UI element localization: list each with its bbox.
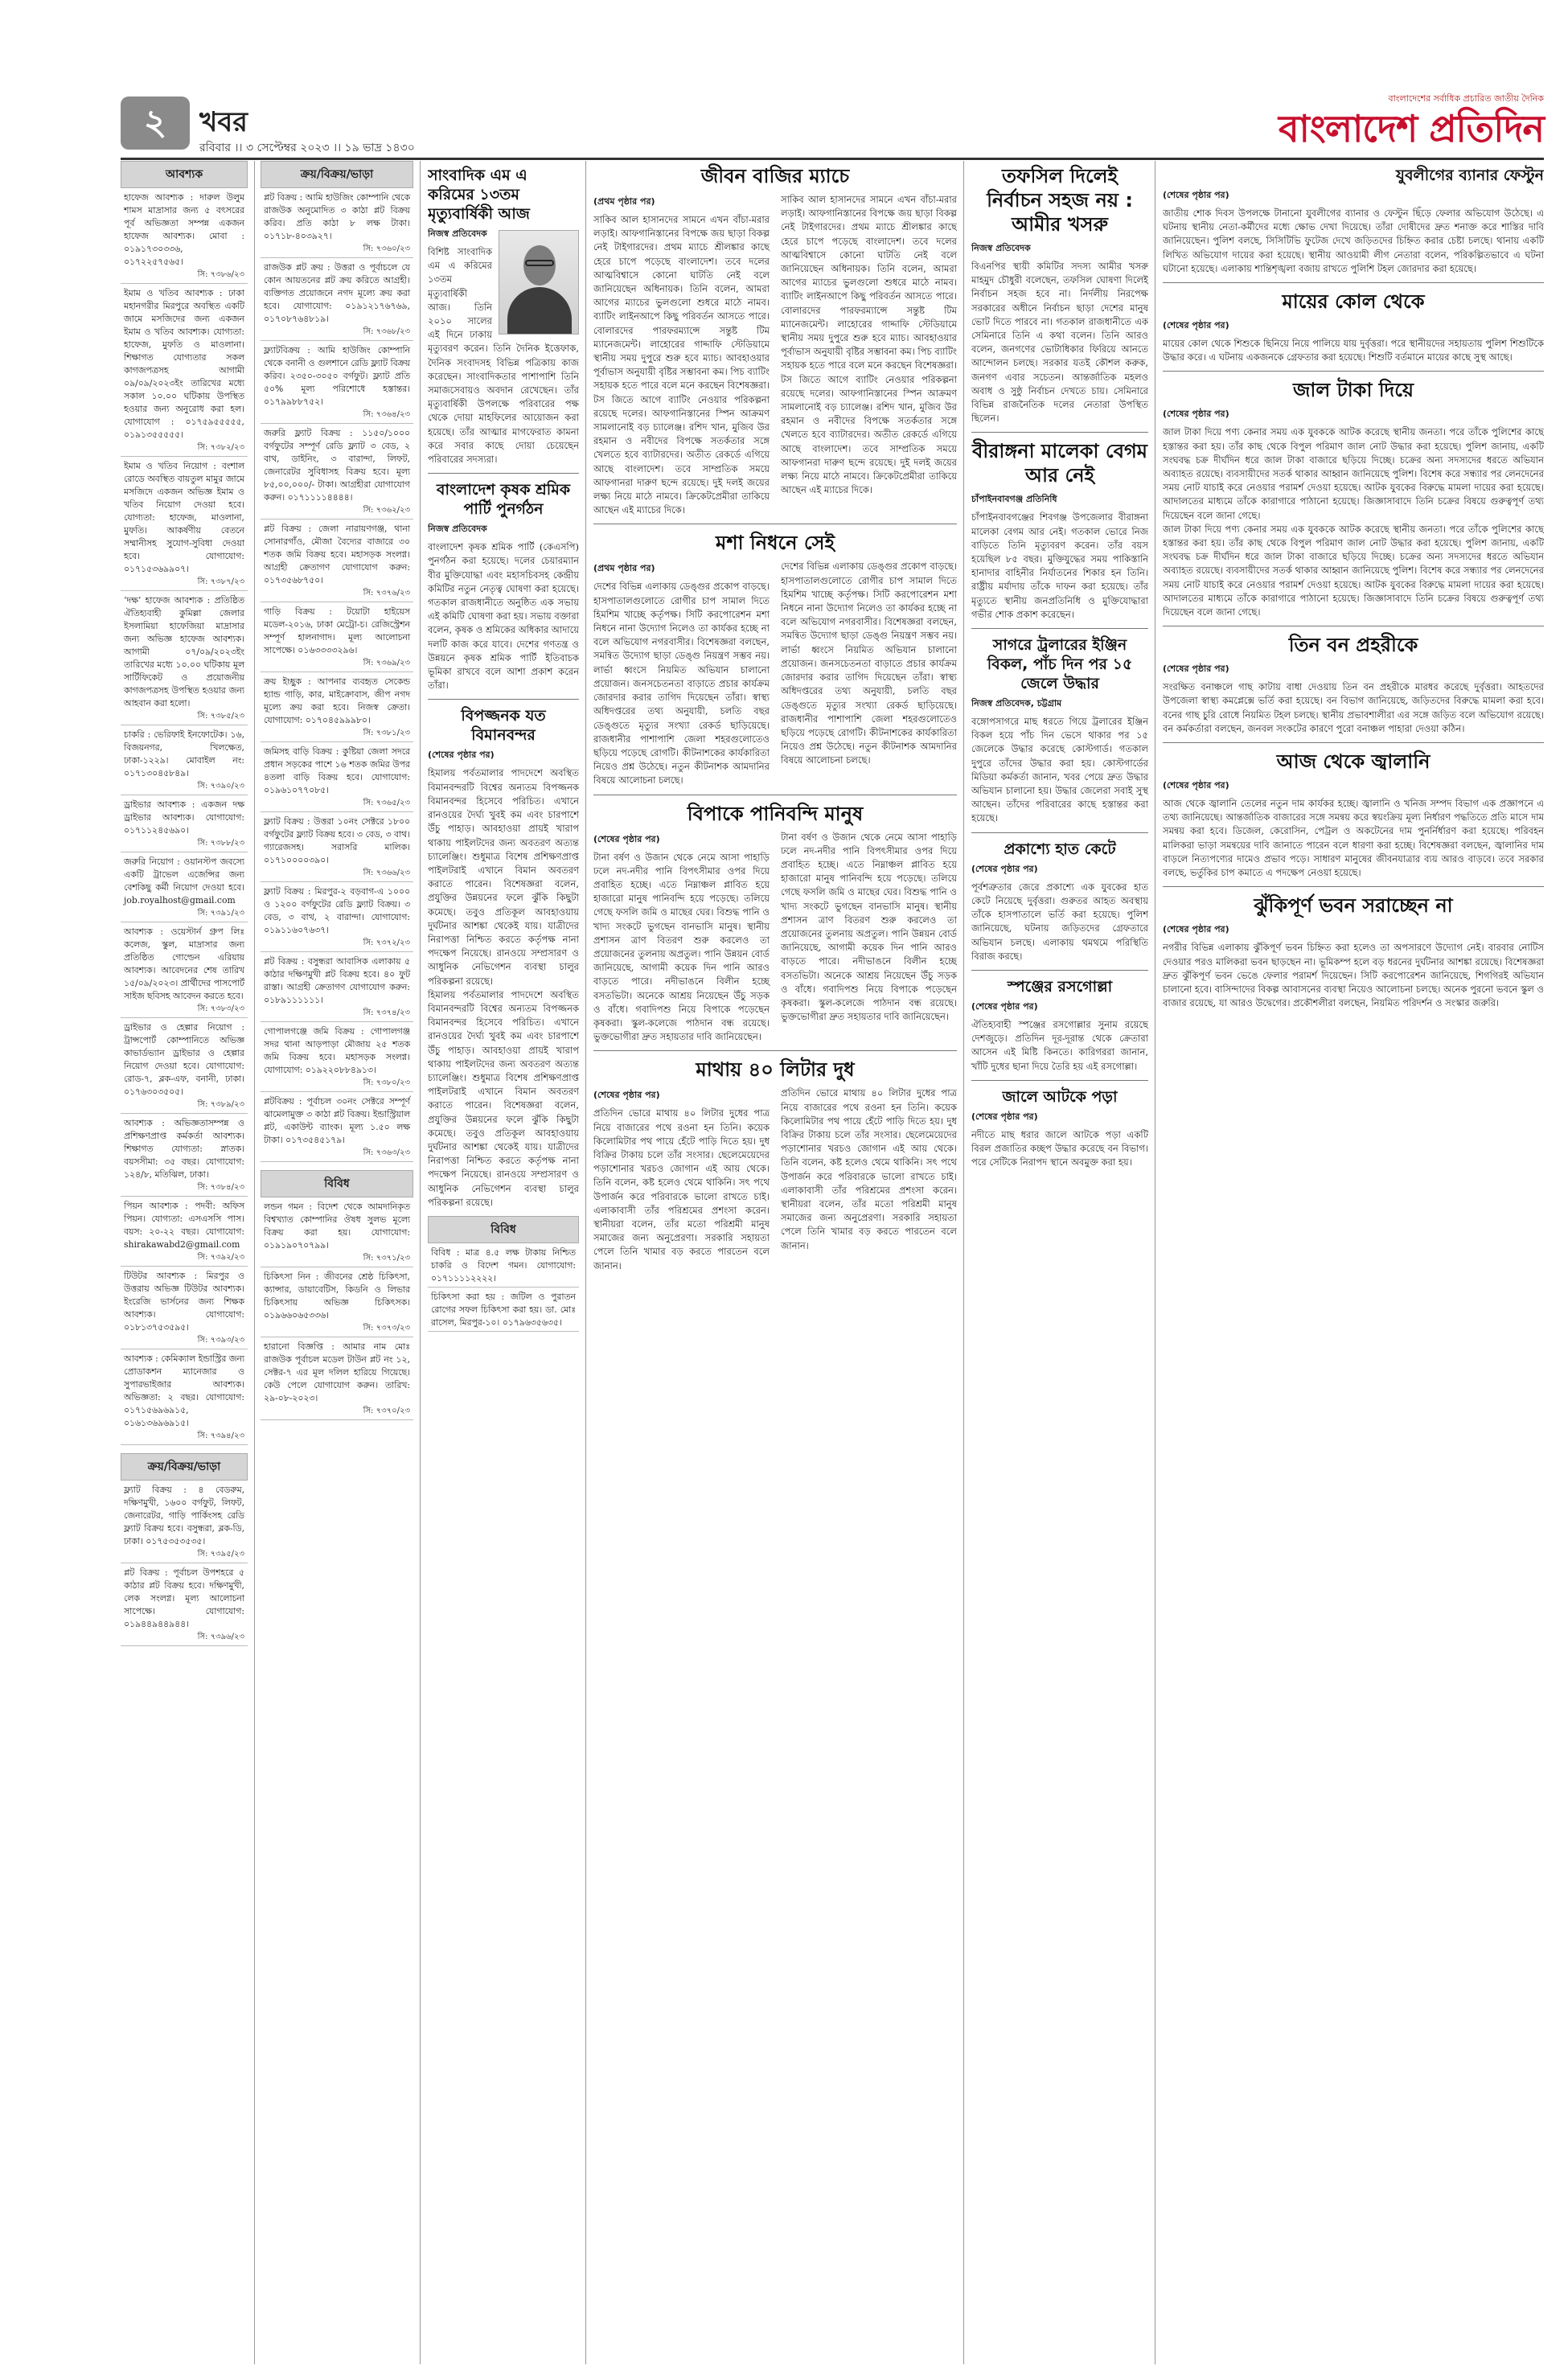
classified-ad: ফ্ল্যাট বিক্রয় : ৪ বেডরুম, দক্ষিণমুখী, ১৬০০ বর্গফুট, লিফট, জেনারেটর, গাড়ি পার্কিংসহ রেডি ফ্ল্যাট বিক্রয় হবে। বসুন্ধরা, ব্লক-ডি, ঢাকা। ০১৭৫৩৫৩৫৩৫। সি: ৭৩৯৫/২৩ [121,1481,248,1563]
divider [971,832,1148,833]
divider [428,699,579,700]
headline: তফসিল দিলেই নির্বাচন সহজ নয় : আমীর খসরু [987,165,1133,236]
article-body: ঐতিহ্যবাহী স্পঞ্জের রসগোল্লার সুনাম রয়েছে দেশজুড়ে। প্রতিদিন দূর-দূরান্ত থেকে ক্রেতারা আসেন এই মিষ্টি কিনতে। কারিগররা জানান, খাঁটি দুধের ছানা দিয়ে তৈরি হয় এই রসগোল্লা। [971,1018,1148,1072]
headline: বিপজ্জনক যত বিমানবন্দর [461,707,546,745]
article-body: জাল টাকা দিয়ে পণ্য কেনার সময় এক যুবককে আটক করেছে স্থানীয় জনতা। পরে তাঁকে পুলিশের কাছে হস্তান্তর করা হয়। তাঁর কাছ থেকে বিপুল পরিমাণ জাল নোট উদ্ধার করা হয়েছে। পুলিশ জানায়, একটি সংঘবদ্ধ চক্র দীর্ঘদিন ধরে জাল টাকা বাজারে ছড়িয়ে দিচ্ছে। চক্রের অন্য সদস্যদের ধরতে অভিযান অব্যাহত রয়েছে। ব্যবসায়ীদের সতর্ক থাকার আহ্বান জানিয়েছে পুলিশ। বিশেষ করে সন্ধ্যার পর লেনদেনের সময় নোট যাচাই করে নেওয়ার পরামর্শ দেওয়া হয়েছে। আটক যুবকের বিরুদ্ধে মামলা দায়ের করা হয়েছে। আদালতের মাধ্যমে তাঁকে কারাগারে পাঠানো হয়েছে। জিজ্ঞাসাবাদে তিনি চক্রের বিষয়ে গুরুত্বপূর্ণ তথ্য দিয়েছেন বলে জানা গেছে। [1163,426,1544,521]
byline: নিজস্ব প্রতিবেদক [971,243,1031,253]
classified-ad: রাজউক প্লট ক্রয় : উত্তরা ও পূর্বাচলে যে কোন আয়তনের প্লট ক্রয় করিতে আগ্রহী। ব্যক্তিগত প্রয়োজনে নগদ মূল্যে ক্রয় করা হবে। যোগাযোগ: ০১৯১২১৭৬৭৬৯, ০১৭০৮৭৬৪৮১৯। সি: ৭৩৬৮/২৩ [261,258,413,341]
article-body: মায়ের কোল থেকে শিশুকে ছিনিয়ে নিয়ে পালিয়ে যায় দুর্বৃত্তরা। পরে স্থানীয়দের সহায়তায় পুলিশ শিশুটিকে উদ্ধার করে। এ ঘটনায় একজনকে গ্রেফতার করা হয়েছে। শিশুটি বর্তমানে মায়ের কাছে সুস্থ আছে। [1163,338,1544,363]
article-body: বিশিষ্ট সাংবাদিক এম এ করিমের ১৩তম মৃত্যুবার্ষিকী আজ। তিনি ২০১০ সালের এই দিনে ঢাকায় মৃত্যুবরণ করেন। তিনি দৈনিক ইত্তেফাক, দৈনিক সংবাদসহ বিভিন্ন পত্রিকায় কাজ করেছেন। সাংবাদিকতার পাশাপাশি তিনি সমাজসেবায়ও অবদান রেখেছেন। তাঁর মৃত্যুবার্ষিকী উপলক্ষে পরিবারের পক্ষ থেকে দোয়া মাহফিলের আয়োজন করা হয়েছে। তাঁর আত্মার মাগফেরাত কামনা করে সবার কাছে দোয়া চেয়েছেন পরিবারের সদস্যরা। [428,246,579,466]
column-divider [963,161,964,2364]
article-body: প্রতিদিন ভোরে মাথায় ৪০ লিটার দুধের পাত্র নিয়ে বাজারের পথে রওনা হন তিনি। কয়েক কিলোমিটার পথ পায়ে হেঁটে পাড়ি দিতে হয়। দুধ বিক্রির টাকায় চলে তাঁর সংসার। ছেলেমেয়েদের পড়াশোনার খরচও জোগান এই আয় থেকে। তিনি বলেন, কষ্ট হলেও থেমে থাকিনি। সৎ পথে উপার্জন করে পরিবারকে ভালো রাখতে চাই। এলাকাবাসী তাঁর পরিশ্রমের প্রশংসা করেন। স্থানীয়রা বলেন, তাঁর মতো পরিশ্রমী মানুষ সমাজের জন্য অনুপ্রেরণা। সরকারি সহায়তা পেলে তিনি খামার বড় করতে পারতেন বলে জানান। [781,1087,957,1251]
page-header [121,93,1544,159]
divider [971,1080,1148,1081]
classified-ad: ফ্ল্যাটবিক্রয় : আমি হাউজিং কোম্পানি থেকে বনানী ও গুলশানে রেডি ফ্ল্যাট বিক্রয় করিব। ২৩৫০-৩০৫০ বর্গফুট। ফ্ল্যাট প্রতি ৫০% মূল্য পরিশোধে হস্তান্তর। ০১৭৯৯৮৮৭৫২। সি: ৭৩৬৪/২৩ [261,341,413,424]
article-body: টানা বর্ষণ ও উজান থেকে নেমে আসা পাহাড়ি ঢলে নদ-নদীর পানি বিপৎসীমার ওপর দিয়ে প্রবাহিত হচ্ছে। এতে নিম্নাঞ্চল প্লাবিত হয়ে হাজারো মানুষ পানিবন্দি হয়ে পড়েছে। তলিয়ে গেছে ফসলি জমি ও মাছের ঘের। বিশুদ্ধ পানি ও খাদ্য সংকটে ভুগছেন বানভাসি মানুষ। স্থানীয় প্রশাসন ত্রাণ বিতরণ শুরু করলেও তা প্রয়োজনের তুলনায় অপ্রতুল। পানি উন্নয়ন বোর্ড জানিয়েছে, আগামী কয়েক দিন পানি আরও বাড়তে পারে। নদীভাঙনে বিলীন হচ্ছে বসতভিটা। অনেকে আশ্রয় নিয়েছেন উঁচু সড়ক ও বাঁধে। গবাদিপশু নিয়ে বিপাকে পড়েছেন কৃষকরা। স্কুল-কলেজে পাঠদান বন্ধ রয়েছে। ভুক্তভোগীরা দ্রুত সহায়তার দাবি জানিয়েছেন। [593,851,770,1043]
byline: (শেষের পৃষ্ঠার পর) [593,1090,660,1101]
headline: তিন বন প্রহরীকে [1288,634,1418,657]
byline: (প্রথম পৃষ্ঠার পর) [593,196,655,207]
classified-ad: গাড়ি বিক্রয় : টয়োটা হাইয়েস মডেল-২০১৬, ঢাকা মেট্রো-চ। রেজিস্ট্রেশন সম্পূর্ণ হালনাগাদ। মূল্য আলোচনা সাপেক্ষে। ০১৬৩৩৩৩২৯৬। সি: ৭৩৬৯/২৩ [261,602,413,672]
divider [1163,742,1544,743]
classified-ad: ড্রাইভার ও হেল্পার নিয়োগ : ট্রান্সপোর্ট কোম্পানিতে অভিজ্ঞ কাভার্ডভ্যান ড্রাইভার ও হেল্পার নিয়োগ দেওয়া হবে। যোগাযোগ: রোড-৭, ব্লক-এফ, বনানী, ঢাকা। ০১৭৬৩০৩৫০৫। সি: ৭৩৮৯/২৩ [121,1018,248,1114]
classified-ad: জরুরি ফ্ল্যাট বিক্রয় : ১১৫০/১০০০ বর্গফুটের সম্পূর্ণ রেডি ফ্ল্যাট ৩ বেড, ২ বাথ, ডাইনিং, ৩ বারান্দা, লিফট, জেনারেটর সুবিধাসহ বিক্রয় হবে। মূল্য ৮৫,০০,০০০/- টাকা। আগ্রহীরা যোগাযোগ করুন। ০১৭১১১১৪৪৪৪। সি: ৭৩৬২/২৩ [261,424,413,520]
headline: মশা নিধনে সেই [716,532,835,555]
byline: (শেষের পৃষ্ঠার পর) [1163,663,1229,675]
article-body: দেশের বিভিন্ন এলাকায় ডেঙ্গুর প্রকোপ বাড়ছে। হাসপাতালগুলোতে রোগীর চাপ সামাল দিতে হিমশিম খাচ্ছে কর্তৃপক্ষ। সিটি করপোরেশন মশা নিধনে নানা উদ্যোগ নিলেও তা কার্যকর হচ্ছে না বলে অভিযোগ নগরবাসীর। বিশেষজ্ঞরা বলছেন, সমন্বিত উদ্যোগ ছাড়া ডেঙ্গু নিয়ন্ত্রণ সম্ভব নয়। লার্ভা ধ্বংসে নিয়মিত অভিযান চালানো প্রয়োজন। জনসচেতনতা বাড়াতে প্রচার কার্যক্রম জোরদার করার তাগিদ দিয়েছেন তাঁরা। স্বাস্থ্য অধিদপ্তরের তথ্য অনুযায়ী, চলতি বছর ডেঙ্গুতে মৃত্যুর সংখ্যা রেকর্ড ছাড়িয়েছে। রাজধানীর পাশাপাশি জেলা শহরগুলোতেও ছড়িয়ে পড়েছে রোগটি। কীটনাশকের কার্যকারিতা নিয়েও প্রশ্ন উঠেছে। নতুন কীটনাশক আমদানির বিষয়ে আলোচনা চলছে। [593,581,770,787]
classified-ad: জরুরি নিয়োগ : ওয়ানস্টপ জবস্যে একটি ট্রাভেল এজেন্সির জন্য বেশকিছু কর্মী নিয়োগ দেওয়া হবে। job.royalhost@gmail.com সি: ৭৩৯১/২৩ [121,852,248,922]
article-body: বঙ্গোপসাগরে মাছ ধরতে গিয়ে ট্রলারের ইঞ্জিন বিকল হয়ে পাঁচ দিন ভেসে থাকার পর ১৫ জেলেকে উদ্ধার করেছে কোস্টগার্ড। গতকাল দুপুরে তাঁদের উদ্ধার করা হয়। কোস্টগার্ডের মিডিয়া কর্মকর্তা জানান, খবর পেয়ে দ্রুত উদ্ধার অভিযান চালানো হয়। উদ্ধার জেলেরা সবাই সুস্থ আছেন। তাঁদের পরিবারের কাছে হস্তান্তর করা হয়েছে। [971,716,1148,824]
masthead [1206,92,1544,159]
classified-ad: টিউটর আবশ্যক : মিরপুর ও উত্তরায় অভিজ্ঞ টিউটর আবশ্যক। ইংরেজি ভার্সনের জন্য শিক্ষক আবশ্যক। যোগাযোগ: ০১৮১৩৭৫৩৫৯৫। সি: ৭৩৯৩/২৩ [121,1267,248,1349]
classified-ad: চাকরি : ভেরিফাই ইনফোটেক। ১৬, বিজয়নগর, খিলক্ষেত, ঢাকা-১২২৯। মোবাইল নং: ০১৭১৩০৪৫৮৪৯। সি: ৭৩৯০/২৩ [121,725,248,795]
article-body: চাঁপাইনবাবগঞ্জের শিবগঞ্জ উপজেলার বীরাঙ্গনা মালেকা বেগম আর নেই। গতকাল ভোরে নিজ বাড়িতে তিনি মৃত্যুবরণ করেন। তাঁর বয়স হয়েছিল ৮৫ বছর। মুক্তিযুদ্ধের সময় পাকিস্তানি হানাদার বাহিনীর নির্যাতনের শিকার হন তিনি। রাষ্ট্রীয় মর্যাদায় তাঁকে দাফন করা হয়েছে। তাঁর মৃত্যুতে স্থানীয় জনপ্রতিনিধি ও মুক্তিযোদ্ধারা গভীর শোক প্রকাশ করেছেন। [971,511,1148,620]
column-divider [254,161,255,2364]
article-body: বাংলাদেশ কৃষক শ্রমিক পার্টি (কেএসপি) পুনর্গঠন করা হয়েছে। দলের চেয়ারম্যান বীর মুক্তিযোদ্ধা এবং মহাসচিবসহ কেন্দ্রীয় কমিটির নতুন নেতৃত্ব ঘোষণা করা হয়েছে। গতকাল রাজধানীতে অনুষ্ঠিত এক সভায় এই কমিটি ঘোষণা করা হয়। সভায় বক্তারা বলেন, কৃষক ও শ্রমিকের অধিকার আদায়ে দলটি কাজ করে যাবে। দেশের গণতন্ত্র ও উন্নয়নে কৃষক শ্রমিক পার্টি ইতিবাচক ভূমিকা রাখবে বলে আশা প্রকাশ করেন তাঁরা। [428,541,579,692]
article-body: হিমালয় পর্বতমালার পাদদেশে অবস্থিত বিমানবন্দরটি বিশ্বের অন্যতম বিপজ্জনক বিমানবন্দর হিসেবে পরিচিত। এখানে রানওয়ের দৈর্ঘ্য খুবই কম এবং চারপাশে উঁচু পাহাড়। আবহাওয়া প্রায়ই খারাপ থাকায় পাইলটদের জন্য অবতরণ অত্যন্ত চ্যালেঞ্জিং। শুধুমাত্র বিশেষ প্রশিক্ষণপ্রাপ্ত পাইলটরাই এখানে বিমান অবতরণ করাতে পারেন। বিশেষজ্ঞরা বলেন, প্রযুক্তির উন্নয়নের ফলে ঝুঁকি কিছুটা কমেছে। তবুও প্রতিকূল আবহাওয়ায় দুর্ঘটনার আশঙ্কা থেকেই যায়। যাত্রীদের নিরাপত্তা নিশ্চিত করতে কর্তৃপক্ষ নানা পদক্ষেপ নিয়েছে। রানওয়ে সম্প্রসারণ ও আধুনিক নেভিগেশন ব্যবস্থা চালুর পরিকল্পনা রয়েছে। [428,767,579,987]
headline: জালে আটকে পড়া [1002,1087,1118,1106]
article-body: দেশের বিভিন্ন এলাকায় ডেঙ্গুর প্রকোপ বাড়ছে। হাসপাতালগুলোতে রোগীর চাপ সামাল দিতে হিমশিম খাচ্ছে কর্তৃপক্ষ। সিটি করপোরেশন মশা নিধনে নানা উদ্যোগ নিলেও তা কার্যকর হচ্ছে না বলে অভিযোগ নগরবাসীর। বিশেষজ্ঞরা বলছেন, সমন্বিত উদ্যোগ ছাড়া ডেঙ্গু নিয়ন্ত্রণ সম্ভব নয়। লার্ভা ধ্বংসে নিয়মিত অভিযান চালানো প্রয়োজন। জনসচেতনতা বাড়াতে প্রচার কার্যক্রম জোরদার করার তাগিদ দিয়েছেন তাঁরা। স্বাস্থ্য অধিদপ্তরের তথ্য অনুযায়ী, চলতি বছর ডেঙ্গুতে মৃত্যুর সংখ্যা রেকর্ড ছাড়িয়েছে। রাজধানীর পাশাপাশি জেলা শহরগুলোতেও ছড়িয়ে পড়েছে রোগটি। কীটনাশকের কার্যকারিতা নিয়েও প্রশ্ন উঠেছে। নতুন কীটনাশক আমদানির বিষয়ে আলোচনা চলছে। [781,561,957,766]
divider [1163,886,1544,887]
classified-ad: পিয়ন আবশ্যক : পদবী: অফিস পিয়ন। যোগ্যতা: এসএসসি পাস। বয়স: ২০-২২ বছর। যোগাযোগ: shirakawabd2@gmail.com সি: ৭৩৯২/২৩ [121,1197,248,1267]
classified-ad: গোপালগঞ্জে জমি বিক্রয় : গোপালগঞ্জ সদর থানা আড়পাড়া মৌজায় ২৫ শতক জমি বিক্রয় হবে। মহাসড়ক সংলগ্ন। যোগাযোগ: ০১৯২২০৮৮৪৯১৩। সি: ৭৩৮০/২৩ [261,1022,413,1092]
classified-ad: আবশ্যক : কেমিক্যাল ইন্ডাস্ট্রির জন্য প্রোডাকশন ম্যানেজার ও সুপারভাইজার আবশ্যক। অভিজ্ঞতা: ২ বছর। যোগাযোগ: ০১৭১৫৬৯৬৯১৫, ০১৬১৩৬৯৬৯১৫। সি: ৭৩৯৪/২৩ [121,1349,248,1445]
headline: আজ থেকে জ্বালানি [1276,750,1430,774]
page-number-badge: ২ [121,97,190,150]
article-body: জাল টাকা দিয়ে পণ্য কেনার সময় এক যুবককে আটক করেছে স্থানীয় জনতা। পরে তাঁকে পুলিশের কাছে হস্তান্তর করা হয়। তাঁর কাছ থেকে বিপুল পরিমাণ জাল নোট উদ্ধার করা হয়েছে। পুলিশ জানায়, একটি সংঘবদ্ধ চক্র দীর্ঘদিন ধরে জাল টাকা বাজারে ছড়িয়ে দিচ্ছে। চক্রের অন্য সদস্যদের ধরতে অভিযান অব্যাহত রয়েছে। ব্যবসায়ীদের সতর্ক থাকার আহ্বান জানিয়েছে পুলিশ। বিশেষ করে সন্ধ্যার পর লেনদেনের সময় নোট যাচাই করে নেওয়ার পরামর্শ দেওয়া হয়েছে। আটক যুবকের বিরুদ্ধে মামলা দায়ের করা হয়েছে। আদালতের মাধ্যমে তাঁকে কারাগারে পাঠানো হয়েছে। জিজ্ঞাসাবাদে তিনি চক্রের বিষয়ে গুরুত্বপূর্ণ তথ্য দিয়েছেন বলে জানা গেছে। [1163,523,1544,618]
section-name: খবর [199,106,248,138]
article-body: সংরক্ষিত বনাঞ্চলে গাছ কাটায় বাধা দেওয়ায় তিন বন প্রহরীকে মারধর করেছে দুর্বৃত্তরা। আহতদের উপজেলা স্বাস্থ্য কমপ্লেক্সে ভর্তি করা হয়েছে। বন বিভাগ জানিয়েছে, জড়িতদের বিরুদ্ধে মামলা করা হবে। বনের গাছ চুরি রোধে নিয়মিত টহল চলছে। স্থানীয় প্রভাবশালীরা এর সঙ্গে জড়িত বলে অভিযোগ রয়েছে। বন কর্মকর্তারা বলছেন, জনবল সংকটের কারণে পুরো বনাঞ্চল পাহারা দেওয়া কঠিন। [1163,681,1544,734]
headline: জাল টাকা দিয়ে [1292,379,1414,402]
column-divider [420,161,421,2364]
classified-ad: জমিসহ বাড়ি বিক্রয় : কুষ্টিয়া জেলা সদরে প্রধান সড়কের পাশে ১৬ শতক জমির উপর ৪তলা বাড়ি বিক্রয় হবে। যোগাযোগ: ০১৯৬১০৭৭০৮৫। সি: ৭৩৬৫/২৩ [261,742,413,812]
byline: (শেষের পৃষ্ঠার পর) [428,750,495,761]
news-column-3 [428,161,579,2364]
byline: (শেষের পৃষ্ঠার পর) [971,1000,1038,1012]
divider [1163,371,1544,372]
masthead-title: বাংলাদেশ প্রতিদিন [1278,107,1544,150]
byline: চাঁপাইনবাবগঞ্জ প্রতিনিধি [971,494,1057,505]
classified-ad: প্লট বিক্রয় : জেলা নারায়ণগঞ্জ, থানা সোনারগাঁও, মৌজা বৈদ্যের বাজারে ৩০ শতক জমি বিক্রয় হবে। মহাসড়ক সংলগ্ন। আগ্রহী ক্রেতাগণ যোগাযোগ করুন: ০১৭৩৫৬৮৭৫০। সি: ৭৩৭৬/২৩ [261,520,413,602]
article-body: নদীতে মাছ ধরার জালে আটকে পড়া একটি বিরল প্রজাতির কচ্ছপ উদ্ধার করেছে বন বিভাগ। পরে সেটিকে নিরাপদ স্থানে অবমুক্ত করা হয়। [971,1128,1148,1169]
classified-ad: প্লট বিক্রয় : বসুন্ধরা আবাসিক এলাকায় ৫ কাঠার দক্ষিণমুখী প্লট বিক্রয় হবে। ৪০ ফুট রাস্তা। আগ্রহী ক্রেতাগণ যোগাযোগ করুন: ০১৮৯১১১১১১। সি: ৭৩৭৪/২৩ [261,952,413,1022]
classified-list [121,188,248,1445]
classified-ad: আবশ্যক : অভিজ্ঞতাসম্পন্ন ও প্রশিক্ষণপ্রাপ্ত কর্মকর্তা আবশ্যক। শিক্ষাগত যোগ্যতা: স্নাতক। বয়সসীমা: ৩৫ বছর। যোগাযোগ: ১২৪/৮, মতিঝিল, ঢাকা। সি: ৭৩৮৪/২৩ [121,1114,248,1197]
headline: সাগরে ট্রলারের ইঞ্জিন বিকল, পাঁচ দিন পর ১৫ জেলে উদ্ধার [987,636,1133,693]
classified-ad: ক্রয় ইচ্ছুক : আপনার ব্যবহৃত সেকেন্ড হ্যান্ড গাড়ি, কার, মাইক্রোবাস, জীপ নগদ মূল্যে ক্রয় করা হবে। নিজস্ব ক্রেতা। যোগাযোগ: ০১৭০৪৫৯৯৯৮০। সি: ৭৩৮১/২৩ [261,672,413,742]
article-columns [593,831,957,1045]
byline: (শেষের পৃষ্ঠার পর) [593,833,660,844]
classified-column-2 [261,161,413,2364]
divider [593,1050,957,1051]
headline: ঝুঁকিপূর্ণ ভবন সরাচ্ছেন না [1254,894,1453,918]
header-rule [121,158,1544,160]
date-line: রবিবার ।। ৩ সেপ্টেম্বর ২০২৩ ।। ১৯ ভাদ্র ১৪৩০ [199,142,415,154]
article-body: আজ থেকে জ্বালানি তেলের নতুন দাম কার্যকর হচ্ছে। জ্বালানি ও খনিজ সম্পদ বিভাগ এক প্রজ্ঞাপনে এ তথ্য জানিয়েছে। আন্তর্জাতিক বাজারের সঙ্গে সমন্বয় করে স্বয়ংক্রিয় মূল্য নির্ধারণ পদ্ধতিতে প্রতি মাসে দাম সমন্বয় করা হবে। ডিজেল, কেরোসিন, পেট্রল ও অকটেনের দাম পুনর্নির্ধারণ করা হয়েছে। পরিবহন মালিকরা ভাড়া সমন্বয়ের দাবি জানাতে পারেন বলে ধারণা করা হচ্ছে। বিশেষজ্ঞরা বলছেন, জ্বালানির দাম বাড়লে নিত্যপণ্যের দামেও প্রভাব পড়ে। সাধারণ মানুষের জীবনযাত্রার ব্যয় আরও বাড়বে। তবে সরকার বলছে, ভর্তুকির চাপ কমাতে এ পদক্ষেপ নেওয়া হয়েছে। [1163,798,1544,879]
article-body: নগরীর বিভিন্ন এলাকায় ঝুঁকিপূর্ণ ভবন চিহ্নিত করা হলেও তা অপসারণে উদ্যোগ নেই। বারবার নোটিস দেওয়ার পরও মালিকরা ভবন ছাড়ছেন না। ভূমিকম্প হলে বড় ধরনের দুর্ঘটনার আশঙ্কা রয়েছে। বিশেষজ্ঞরা দ্রুত ঝুঁকিপূর্ণ ভবন ভেঙে ফেলার পরামর্শ দিয়েছেন। সিটি করপোরেশন জানিয়েছে, শিগগিরই অভিযান চালানো হবে। বাসিন্দাদের বিকল্প আবাসনের ব্যবস্থা নিয়েও আলোচনা চলছে। অনেক পুরনো ভবনে স্কুল ও বাজার রয়েছে, যা আরও উদ্বেগের। প্রকৌশলীরা বলছেন, নিয়মিত পরিদর্শন ও সংস্কার জরুরি। [1163,942,1544,1009]
classified-box-title: বিবিধ [428,1216,579,1243]
byline: (শেষের পৃষ্ঠার পর) [971,863,1038,874]
classified-ad: চিকিৎসা করা হয় : জটিল ও পুরাতন রোগের সফল চিকিৎসা করা হয়। ডা. মোঃ রাসেল, মিরপুর-১০। ০১৭৯৬৩৫৬৩৫। [428,1288,579,1332]
byline: (শেষের পৃষ্ঠার পর) [1163,190,1229,200]
byline: (শেষের পৃষ্ঠার পর) [1163,320,1229,331]
headline: স্পঞ্জের রসগোল্লা [1007,977,1113,996]
article-body: সাকিব আল হাসানদের সামনে এখন বাঁচা-মরার লড়াই। আফগানিস্তানের বিপক্ষে জয় ছাড়া বিকল্প নেই টাইগারদের। প্রথম ম্যাচে শ্রীলঙ্কার কাছে হেরে চাপে পড়েছে বাংলাদেশ। তবে দলের আত্মবিশ্বাসে কোনো ঘাটতি নেই বলে জানিয়েছেন অধিনায়ক। তিনি বলেন, আমরা আগের ম্যাচের ভুলগুলো শুধরে মাঠে নামব। ব্যাটিং লাইনআপে কিছু পরিবর্তন আসতে পারে। বোলারদের পারফরম্যান্সে সন্তুষ্ট টিম ম্যানেজমেন্ট। লাহোরের গাদ্দাফি স্টেডিয়ামে স্থানীয় সময় দুপুরে শুরু হবে ম্যাচ। আবহাওয়ার পূর্বাভাস অনুযায়ী বৃষ্টির সম্ভাবনা কম। পিচ ব্যাটিং সহায়ক হতে পারে বলে মনে করছেন বিশেষজ্ঞরা। টস জিতে আগে ব্যাটিং নেওয়ার পরিকল্পনা রয়েছে দলের। আফগানিস্তানের স্পিন আক্রমণ সামলানোই বড় চ্যালেঞ্জ। রশিদ খান, মুজিব উর রহমান ও নবীদের বিপক্ষে সতর্কতার সঙ্গে খেলতে হবে ব্যাটারদের। অতীত রেকর্ডে এগিয়ে আছে বাংলাদেশ। তবে সাম্প্রতিক সময়ে আফগানরা দারুণ ছন্দে রয়েছে। দুই দলই জয়ের লক্ষ্য নিয়ে মাঠে নামবে। ক্রিকেটপ্রেমীরা তাকিয়ে আছেন এই ম্যাচের দিকে। [593,214,770,516]
byline: (প্রথম পৃষ্ঠার পর) [593,563,655,574]
headline: বীরাঙ্গনা মালেকা বেগম আর নেই [971,440,1147,487]
article-body: পূর্বশত্রুতার জেরে প্রকাশ্যে এক যুবকের হাত কেটে নিয়েছে দুর্বৃত্তরা। গুরুতর আহত অবস্থায় তাঁকে হাসপাতালে ভর্তি করা হয়েছে। পুলিশ জানিয়েছে, ঘটনায় জড়িতদের গ্রেফতারে অভিযান চলছে। এলাকায় থমথমে পরিস্থিতি বিরাজ করছে। [971,881,1148,962]
byline: (শেষের পৃষ্ঠার পর) [1163,924,1229,935]
classified-ad: ইমাম ও খতিব আবশ্যক : ঢাকা মহানগরীর মিরপুরে অবস্থিত একটি জামে মসজিদের জন্য একজন ইমাম ও খতিব আবশ্যক। যোগ্যতা: হাফেজ, মুফতি ও মাওলানা। শিক্ষাগত যোগ্যতার সকল কাগজপত্রসহ আগামী ০৯/০৯/২০২৩ইং তারিখের মধ্যে সকাল ১০.০০ ঘটিকায় উপস্থিত হওয়ার জন্য অনুরোধ করা হল। যোগাযোগ : ০১৭৫৯৫৫৫৫৫, ০১৯১৩৫৫৫৫৫। সি: ৭৩৮২/২৩ [121,284,248,457]
classified-ad: আবশ্যক : ওয়েস্টার্ন গ্রুপ লিঃ কলেজ, স্কুল, মাদ্রাসার জন্য প্রতিষ্ঠিত গোল্ডেন এরিয়ায় আবশ্যক। আবেদনের শেষ তারিখ ১৫/০৯/২০২৩। প্রার্থীদের পাসপোর্ট সাইজ ছবিসহ আবেদন করতে হবে। সি: ৭৩৮৩/২৩ [121,922,248,1018]
article-body: বিএনপির স্থায়ী কমিটির সদস্য আমীর খসরু মাহমুদ চৌধুরী বলেছেন, তফসিল ঘোষণা দিলেই নির্বাচন সহজ হবে না। নির্দলীয় নিরপেক্ষ সরকারের অধীনে নির্বাচন ছাড়া দেশের মানুষ ভোট দিতে পারবে না। গতকাল রাজধানীতে এক সেমিনারে তিনি এ কথা বলেন। তিনি আরও বলেন, জনগণের ভোটাধিকার ফিরিয়ে আনতে আন্দোলন চলছে। সরকার যতই কৌশল করুক, জনগণ এবার সচেতন। আন্তর্জাতিক মহলও অবাধ ও সুষ্ঠু নির্বাচন দেখতে চায়। সেমিনারে বিভিন্ন রাজনৈতিক দলের নেতারা উপস্থিত ছিলেন। [971,261,1148,425]
headline: মায়ের কোল থেকে [1282,290,1425,314]
headline: যুবলীগের ব্যানার ফেস্টুন [1396,166,1544,184]
portrait-photo [499,230,579,335]
news-column-5 [971,161,1148,2364]
news-column-6 [1163,161,1544,2364]
classified-ad: ‘দক্ষ’ হাফেজ আবশ্যক : প্রতিষ্ঠিত ঐতিহ্যবাহী কুমিল্লা জেলার ইসলামিয়া হাফেজিয়া মাদ্রাসার জন্য অভিজ্ঞ হাফেজ আবশ্যক। আগামী ০৭/০৯/২০২৩ইং তারিখের মধ্যে ১০.০০ ঘটিকায় মূল সার্টিফিকেট ও প্রয়োজনীয় কাগজপত্রসহ উপস্থিত হওয়ার জন্য আহবান করা হলো। সি: ৭৩৮৫/২৩ [121,591,248,725]
article-body: টানা বর্ষণ ও উজান থেকে নেমে আসা পাহাড়ি ঢলে নদ-নদীর পানি বিপৎসীমার ওপর দিয়ে প্রবাহিত হচ্ছে। এতে নিম্নাঞ্চল প্লাবিত হয়ে হাজারো মানুষ পানিবন্দি হয়ে পড়েছে। তলিয়ে গেছে ফসলি জমি ও মাছের ঘের। বিশুদ্ধ পানি ও খাদ্য সংকটে ভুগছেন বানভাসি মানুষ। স্থানীয় প্রশাসন ত্রাণ বিতরণ শুরু করলেও তা প্রয়োজনের তুলনায় অপ্রতুল। পানি উন্নয়ন বোর্ড জানিয়েছে, আগামী কয়েক দিন পানি আরও বাড়তে পারে। নদীভাঙনে বিলীন হচ্ছে বসতভিটা। অনেকে আশ্রয় নিয়েছেন উঁচু সড়ক ও বাঁধে। গবাদিপশু নিয়ে বিপাকে পড়েছেন কৃষকরা। স্কুল-কলেজে পাঠদান বন্ধ রয়েছে। ভুক্তভোগীরা দ্রুত সহায়তার দাবি জানিয়েছেন। [781,831,957,1023]
headline: বিপাকে পানিবন্দি মানুষ [687,802,864,825]
headline: জীবন বাজির ম্যাচে [700,165,850,187]
column-divider [585,161,586,2364]
article-body: সাকিব আল হাসানদের সামনে এখন বাঁচা-মরার লড়াই। আফগানিস্তানের বিপক্ষে জয় ছাড়া বিকল্প নেই টাইগারদের। প্রথম ম্যাচে শ্রীলঙ্কার কাছে হেরে চাপে পড়েছে বাংলাদেশ। তবে দলের আত্মবিশ্বাসে কোনো ঘাটতি নেই বলে জানিয়েছেন অধিনায়ক। তিনি বলেন, আমরা আগের ম্যাচের ভুলগুলো শুধরে মাঠে নামব। ব্যাটিং লাইনআপে কিছু পরিবর্তন আসতে পারে। বোলারদের পারফরম্যান্সে সন্তুষ্ট টিম ম্যানেজমেন্ট। লাহোরের গাদ্দাফি স্টেডিয়ামে স্থানীয় সময় দুপুরে শুরু হবে ম্যাচ। আবহাওয়ার পূর্বাভাস অনুযায়ী বৃষ্টির সম্ভাবনা কম। পিচ ব্যাটিং সহায়ক হতে পারে বলে মনে করছেন বিশেষজ্ঞরা। টস জিতে আগে ব্যাটিং নেওয়ার পরিকল্পনা রয়েছে দলের। আফগানিস্তানের স্পিন আক্রমণ সামলানোই বড় চ্যালেঞ্জ। রশিদ খান, মুজিব উর রহমান ও নবীদের বিপক্ষে সতর্কতার সঙ্গে খেলতে হবে ব্যাটারদের। অতীত রেকর্ডে এগিয়ে আছে বাংলাদেশ। তবে সাম্প্রতিক সময়ে আফগানরা দারুণ ছন্দে রয়েছে। দুই দলই জয়ের লক্ষ্য নিয়ে মাঠে নামবে। ক্রিকেটপ্রেমীরা তাকিয়ে আছেন এই ম্যাচের দিকে। [781,194,957,496]
byline: নিজস্ব প্রতিবেদক [428,228,487,239]
classified-ad: বিবিধ : মাত্র ৪.৫ লক্ষ টাকায় নিশ্চিত চাকরি ও বিদেশ গমন। যোগাযোগ: ০১৭১১১১২২২২। [428,1243,579,1288]
byline: নিজস্ব প্রতিবেদক, চট্টগ্রাম [971,698,1062,709]
classified-ad: লন্ডন গমন : বিদেশ থেকে আমদানিকৃত বিশ্বখ্যাত কোম্পানির ঔষধ সুলভ মূল্যে বিক্রয় করা হয়। যোগাযোগ: ০১৯১৯০৭০৭৯৯। সি: ৭৩৭১/২৩ [261,1197,413,1267]
article-body: জাতীয় শোক দিবস উপলক্ষে টানানো যুবলীগের ব্যানার ও ফেস্টুন ছিঁড়ে ফেলার অভিযোগ উঠেছে। এ ঘটনায় স্থানীয় নেতা-কর্মীদের মধ্যে ক্ষোভ দেখা দিয়েছে। তাঁরা দোষীদের দ্রুত শনাক্ত করে শাস্তির দাবি জানিয়েছেন। পুলিশ বলছে, সিসিটিভি ফুটেজ দেখে জড়িতদের চিহ্নিত করার চেষ্টা চলছে। থানায় একটি লিখিত অভিযোগ দায়ের করা হয়েছে। স্থানীয় আওয়ামী লীগ নেতারা বলেন, পরিকল্পিতভাবে এ ঘটনা ঘটানো হয়েছে। এলাকায় শান্তিশৃঙ্খলা বজায় রাখতে পুলিশি টহল জোরদার করা হয়েছে। [1163,207,1544,274]
byline: (শেষের পৃষ্ঠার পর) [1163,780,1229,791]
classified-ad: হাফেজ আবশ্যক : দারুল উলুম শামস মাদ্রাসার জন্য ৫ বৎসরের পূর্ব অভিজ্ঞতা সম্পন্ন একজন হাফেজ আবশ্যক। মোবা : ০১৯১৭৩০৩৩৬, ০১৭২২৫৭৫৬৫। সি: ৭৩৮৬/২৩ [121,188,248,284]
classified-box-title: ক্রয়/বিক্রয়/ভাড়া [121,1453,248,1481]
classified-column-1 [121,161,248,2364]
article-columns [593,1086,957,1272]
byline: (শেষের পৃষ্ঠার পর) [1163,409,1229,420]
masthead-tagline: বাংলাদেশের সর্বাধিক প্রচারিত জাতীয় দৈনিক [1388,93,1544,104]
classified-ad: ফ্ল্যাট বিক্রয় : উত্তরা ১০নং সেক্টরে ১৮০০ বর্গফুটের ফ্ল্যাট বিক্রয় হবে। ৩ বেড, ৩ বাথ। গ্যারেজসহ। সরাসরি মালিক। ০১৭১০০০০৩৯০। সি: ৭৩৬৬/২৩ [261,812,413,882]
headline: মাথায় ৪০ লিটার দুধ [696,1058,855,1082]
divider [971,432,1148,433]
article-body: হিমালয় পর্বতমালার পাদদেশে অবস্থিত বিমানবন্দরটি বিশ্বের অন্যতম বিপজ্জনক বিমানবন্দর হিসেবে পরিচিত। এখানে রানওয়ের দৈর্ঘ্য খুবই কম এবং চারপাশে উঁচু পাহাড়। আবহাওয়া প্রায়ই খারাপ থাকায় পাইলটদের জন্য অবতরণ অত্যন্ত চ্যালেঞ্জিং। শুধুমাত্র বিশেষ প্রশিক্ষণপ্রাপ্ত পাইলটরাই এখানে বিমান অবতরণ করাতে পারেন। বিশেষজ্ঞরা বলেন, প্রযুক্তির উন্নয়নের ফলে ঝুঁকি কিছুটা কমেছে। তবুও প্রতিকূল আবহাওয়ায় দুর্ঘটনার আশঙ্কা থেকেই যায়। যাত্রীদের নিরাপত্তা নিশ্চিত করতে কর্তৃপক্ষ নানা পদক্ষেপ নিয়েছে। রানওয়ে সম্প্রসারণ ও আধুনিক নেভিগেশন ব্যবস্থা চালুর পরিকল্পনা রয়েছে। [428,988,579,1208]
divider [971,628,1148,629]
classified-ad: চিকিৎসা নিন : জীবনের শ্রেষ্ঠ চিকিৎসা, ক্যান্সার, ডায়াবেটিস, কিডনি ও লিভার চিকিৎসায় অভিজ্ঞ চিকিৎসক। ০১৯৬৬০৬৫৩৩৬। সি: ৭৩৭৩/২৩ [261,1267,413,1337]
article-body: প্রতিদিন ভোরে মাথায় ৪০ লিটার দুধের পাত্র নিয়ে বাজারের পথে রওনা হন তিনি। কয়েক কিলোমিটার পথ পায়ে হেঁটে পাড়ি দিতে হয়। দুধ বিক্রির টাকায় চলে তাঁর সংসার। ছেলেমেয়েদের পড়াশোনার খরচও জোগান এই আয় থেকে। তিনি বলেন, কষ্ট হলেও থেমে থাকিনি। সৎ পথে উপার্জন করে পরিবারকে ভালো রাখতে চাই। এলাকাবাসী তাঁর পরিশ্রমের প্রশংসা করেন। স্থানীয়রা বলেন, তাঁর মতো পরিশ্রমী মানুষ সমাজের জন্য অনুপ্রেরণা। সরকারি সহায়তা পেলে তিনি খামার বড় করতে পারতেন বলে জানান। [593,1107,770,1271]
classified-ad: প্লট বিক্রয় : পূর্বাচল উপশহরে ৫ কাঠার প্লট বিক্রয় হবে। দক্ষিণমুখী, লেক সংলগ্ন। মূল্য আলোচনা সাপেক্ষে। যোগাযোগ: ০১৯৪৪৯৪৪৯৪৪। সি: ৭৩৯৬/২৩ [121,1563,248,1646]
classified-box-title: বিবিধ [261,1170,413,1197]
classified-ad: ফ্ল্যাট বিক্রয় : মিরপুর-২ বড়বাগ-এ ১০০০ ও ১২০০ বর্গফুটের রেডি ফ্ল্যাট বিক্রয়। ৩ বেড, ৩ বাথ, ২ বারান্দা। যোগাযোগ: ০১৯১১৬০৭৬৩৭। সি: ৭৩৭২/২৩ [261,882,413,952]
classified-ad: হারানো বিজ্ঞপ্তি : আমার নাম মোঃ রাজউক পূর্বাচল মডেল টাউন প্লট নং ১২, সেক্টর-৭ এর মূল দলিল হারিয়ে গিয়েছে। কেউ পেলে যোগাযোগ করুন। তারিখ: ২৯-০৮-২০২৩। সি: ৭৩৭০/২৩ [261,1337,413,1420]
divider [971,970,1148,971]
byline: (শেষের পৃষ্ঠার পর) [971,1111,1038,1122]
classified-ad: প্লটবিক্রয় : পূর্বাচল ৩০নং সেক্টরে সম্পূর্ণ ঝামেলামুক্ত ৩ কাঠা প্লট বিক্রয়। ইন্ডাস্ট্রিয়াল প্লট, একাউন্ট ব্যাংক। মূল্য ১.৫০ লক্ষ টাকা। ০১৭৩৫৪৫১৭৯। সি: ৭৩৬৩/২৩ [261,1092,413,1162]
article-columns [593,193,957,517]
headline: সাংবাদিক এম এ করিমের ১৩তম মৃত্যুবার্ষিকী আজ [428,166,530,223]
classified-ad: প্লট বিক্রয় : আমি হাউজিং কোম্পানি থেকে রাজউক অনুমোদিত ৩ কাঠা প্লট বিক্রয় করিব। প্রতি কাঠা ৮ লক্ষ টাকা। ০১৭১৮-৪০৩৯২৭। সি: ৭৩৬০/২৩ [261,188,413,258]
classified-box-title: ক্রয়/বিক্রয়/ভাড়া [261,161,413,188]
article-columns [593,560,957,787]
divider [1163,282,1544,283]
byline: নিজস্ব প্রতিবেদক [428,524,487,535]
classified-box-title: আবশ্যক [121,161,248,188]
classified-ad: ড্রাইভার আবশ্যক : একজন দক্ষ ড্রাইভার আবশ্যক। যোগাযোগ: ০১৭১১২৪৫৬৯০। সি: ৭৩৮৮/২৩ [121,795,248,852]
headline: বাংলাদেশ কৃষক শ্রমিক পার্টি পুনর্গঠন [436,481,571,519]
divider [428,473,579,474]
headline: প্রকাশ্যে হাত কেটে [1004,840,1116,858]
classified-ad: ইমাম ও খতিব নিয়োগ : বংশাল রোডে অবস্থিত বায়তুল মামুর জামে মসজিদে একজন অভিজ্ঞ ইমাম ও খতিব নিয়োগ দেওয়া হবে। যোগ্যতা: হাফেজ, মাওলানা, মুফতি। আকর্ষণীয় বেতনে সম্মানীসহ সুযোগ-সুবিধা দেওয়া হবে। যোগাযোগ: ০১৭১৫৩৬৯৯০৭। সি: ৭৩৮৭/২৩ [121,457,248,591]
news-column-4 [593,161,957,2364]
